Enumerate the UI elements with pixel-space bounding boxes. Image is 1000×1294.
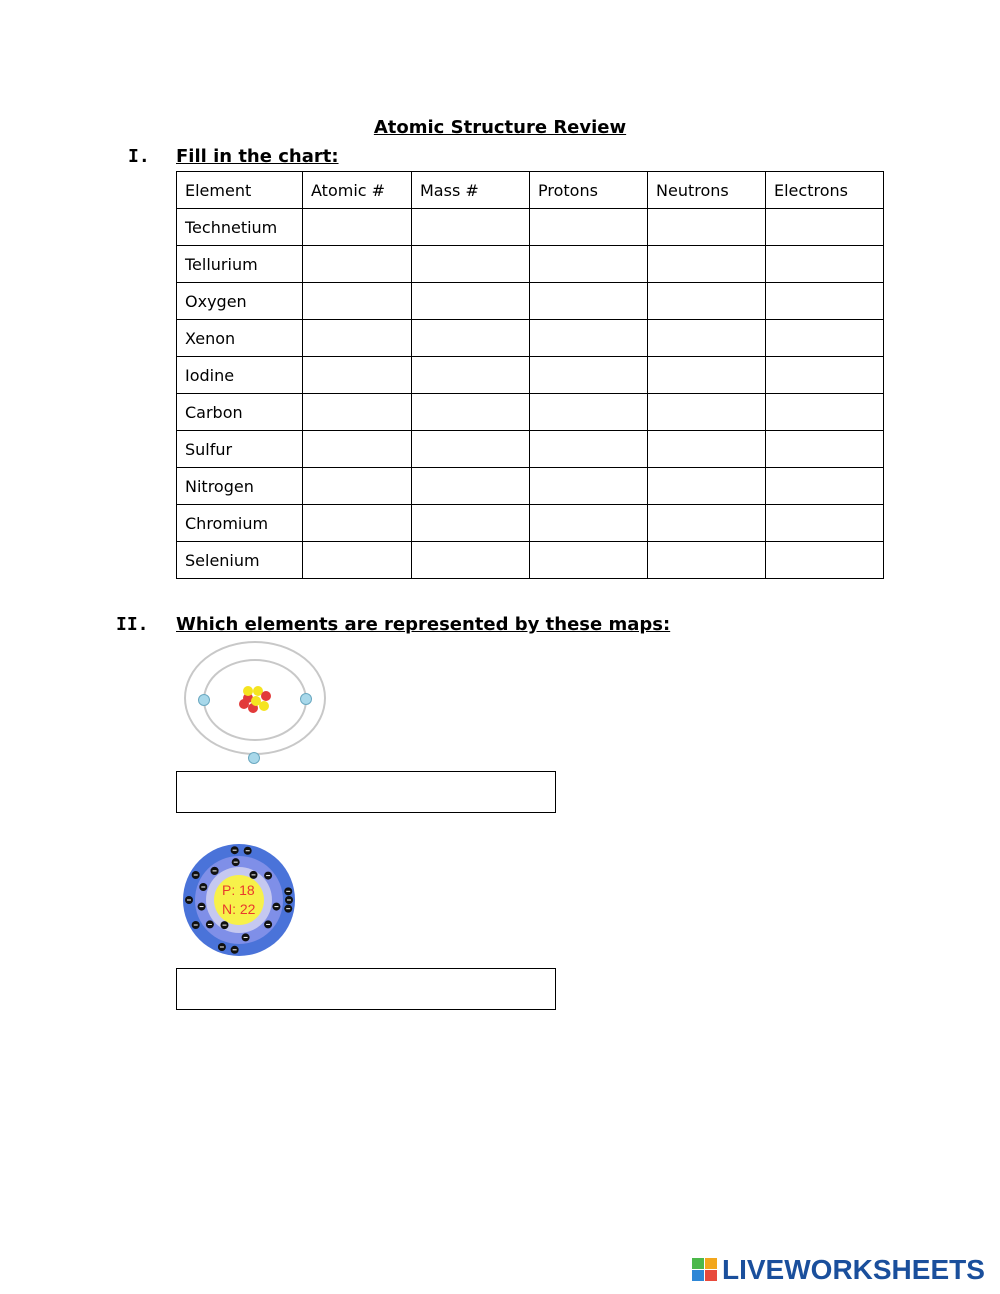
answer-cell[interactable] [648,431,766,468]
answer-cell[interactable] [412,357,530,394]
answer-cell[interactable] [303,246,412,283]
protons-label: P: 18 [222,882,255,898]
answer-cell[interactable] [766,542,884,579]
answer-cell[interactable] [766,357,884,394]
table-row [177,431,884,468]
answer-cell[interactable] [766,394,884,431]
answer-cell[interactable] [530,283,648,320]
answer-cell[interactable] [766,320,884,357]
answer-cell[interactable] [530,320,648,357]
answer-cell[interactable] [648,468,766,505]
answer-cell[interactable] [648,542,766,579]
table-row [177,357,884,394]
answer-cell[interactable] [412,542,530,579]
answer-cell[interactable] [412,505,530,542]
table-row [177,320,884,357]
answer-cell[interactable] [648,209,766,246]
answer-cell[interactable] [303,283,412,320]
answer-cell[interactable] [530,209,648,246]
answer-cell[interactable] [303,468,412,505]
answer-cell[interactable] [766,209,884,246]
answer-cell[interactable] [412,283,530,320]
table-row [177,468,884,505]
element-name-cell: Iodine [177,357,303,394]
answer-cell[interactable] [303,542,412,579]
element-name-cell: Carbon [177,394,303,431]
answer-cell[interactable] [648,246,766,283]
answer-cell[interactable] [530,542,648,579]
element-name-cell: Tellurium [177,246,303,283]
section-2-heading: Which elements are represented by these maps: [176,614,671,635]
answer-cell[interactable] [412,468,530,505]
answer-cell[interactable] [530,505,648,542]
element-name-cell: Xenon [177,320,303,357]
element-chart [176,171,884,579]
answer-cell[interactable] [530,394,648,431]
element-name-cell: Sulfur [177,431,303,468]
answer-cell[interactable] [648,283,766,320]
answer-cell[interactable] [530,357,648,394]
answer-cell[interactable] [648,320,766,357]
answer-cell[interactable] [648,394,766,431]
answer-cell[interactable] [530,468,648,505]
answer-cell[interactable] [530,431,648,468]
answer-cell[interactable] [530,246,648,283]
logo-blocks-icon [692,1258,718,1282]
answer-cell[interactable] [766,468,884,505]
answer-cell[interactable] [648,505,766,542]
table-row [177,246,884,283]
answer-cell[interactable] [648,357,766,394]
column-header: Neutrons [648,172,766,209]
element-name-cell: Nitrogen [177,468,303,505]
answer-cell[interactable] [412,209,530,246]
element-name-cell: Oxygen [177,283,303,320]
column-header: Element [177,172,303,209]
answer-cell[interactable] [303,431,412,468]
table-row [177,394,884,431]
section-1-heading: Fill in the chart: [176,146,339,167]
answer-cell[interactable] [766,505,884,542]
liveworksheets-logo [692,1254,985,1286]
column-header: Mass # [412,172,530,209]
section-1-number: I. [128,146,150,167]
atom-map-2 [182,843,300,961]
column-header: Protons [530,172,648,209]
element-name-cell: Technetium [177,209,303,246]
answer-cell[interactable] [303,320,412,357]
table-row [177,209,884,246]
column-header: Atomic # [303,172,412,209]
answer-cell[interactable] [766,431,884,468]
answer-cell[interactable] [303,357,412,394]
answer-cell[interactable] [412,246,530,283]
answer-cell[interactable] [303,394,412,431]
answer-cell[interactable] [303,209,412,246]
answer-cell[interactable] [412,431,530,468]
answer-cell[interactable] [412,394,530,431]
logo-text: LIVEWORKSHEETS [722,1254,985,1285]
answer-cell[interactable] [303,505,412,542]
table-row [177,505,884,542]
element-name-cell: Selenium [177,542,303,579]
neutrons-label: N: 22 [222,901,256,917]
answer-box-2[interactable] [176,968,556,1010]
chart-header-row [177,172,884,209]
table-row [177,542,884,579]
answer-cell[interactable] [412,320,530,357]
answer-cell[interactable] [766,246,884,283]
section-2-number: II. [116,614,149,635]
answer-cell[interactable] [766,283,884,320]
table-row [177,283,884,320]
atom-map-1 [178,638,338,770]
column-header: Electrons [766,172,884,209]
page-title: Atomic Structure Review [373,117,627,138]
answer-box-1[interactable] [176,771,556,813]
element-name-cell: Chromium [177,505,303,542]
